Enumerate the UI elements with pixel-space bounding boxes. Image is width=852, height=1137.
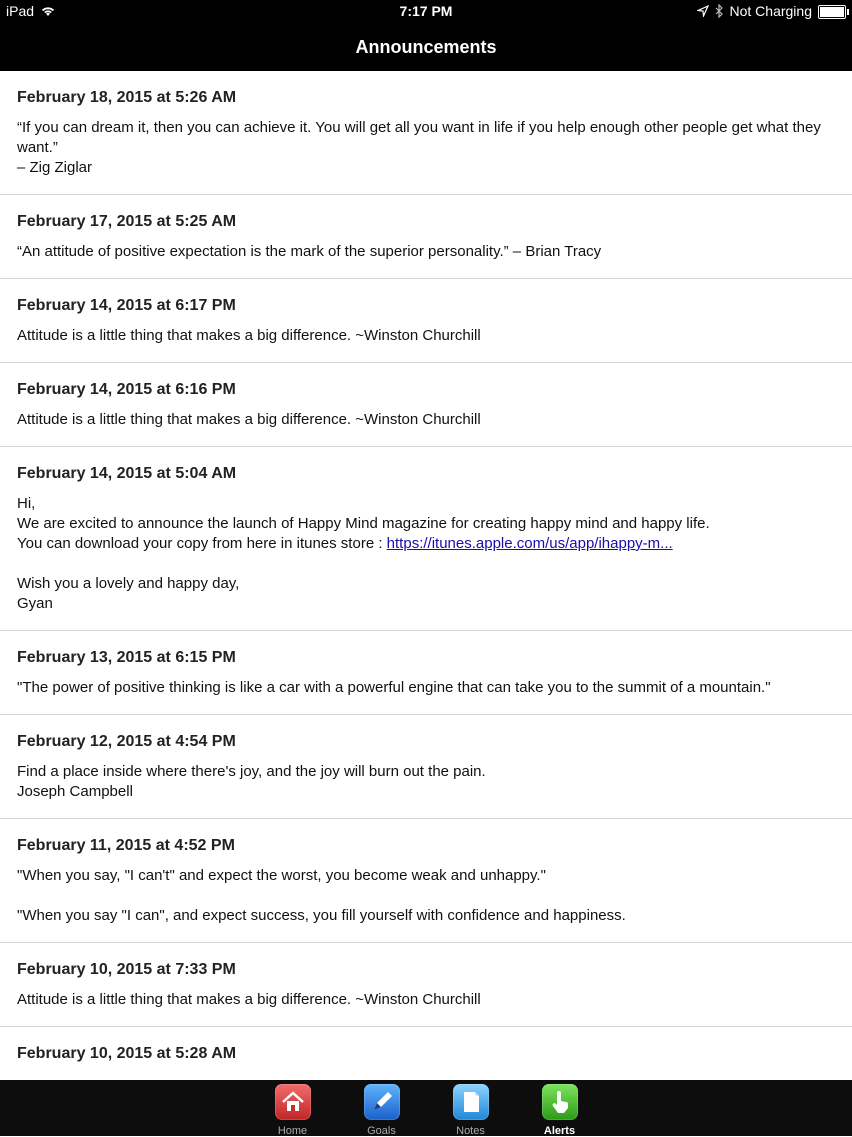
announcement-date: February 13, 2015 at 6:15 PM <box>17 649 236 666</box>
announcement-item[interactable] <box>0 71 852 195</box>
announcement-line-text: “If you can dream it, then you can achieve it. You will get all you want in life if you help enough other people get what they want.” <box>17 119 821 156</box>
announcement-line-text: "When you say "I can", and expect success, you fill yourself with confidence and happiness. <box>17 907 626 924</box>
announcement-body <box>17 866 836 926</box>
announcement-item[interactable] <box>0 1027 852 1080</box>
battery-status-label: Not Charging <box>729 3 812 19</box>
announcement-body <box>17 242 836 262</box>
tab-label: Goals <box>367 1125 396 1137</box>
announcement-date: February 14, 2015 at 5:04 AM <box>17 465 237 482</box>
tab-goals[interactable] <box>363 1080 400 1137</box>
notes-icon <box>453 1084 489 1120</box>
announcement-line-text: Wish you a lovely and happy day, <box>17 575 240 592</box>
page-title: Announcements <box>355 37 497 57</box>
paragraph-gap <box>17 554 836 574</box>
announcement-item[interactable] <box>0 819 852 943</box>
announcement-item[interactable] <box>0 279 852 363</box>
announcement-line-text: "The power of positive thinking is like a car with a powerful engine that can take you to the summit of a mountain." <box>17 679 771 696</box>
bluetooth-icon <box>715 4 724 18</box>
announcement-body <box>17 762 836 802</box>
announcement-item[interactable] <box>0 631 852 715</box>
announcement-line <box>17 158 836 178</box>
announcement-line <box>17 762 836 782</box>
itunes-store-link[interactable]: https://itunes.apple.com/us/app/ihappy-m... <box>386 535 673 552</box>
announcement-body <box>17 494 836 614</box>
announcement-body <box>17 410 836 430</box>
announcement-line-text: "When you say, "I can't" and expect the worst, you become weak and unhappy." <box>17 867 546 884</box>
announcement-line-text: Find a place inside where there's joy, and the joy will burn out the pain. <box>17 763 486 780</box>
announcement-date: February 14, 2015 at 6:17 PM <box>17 297 236 314</box>
announcement-line <box>17 242 836 262</box>
announcement-line-text: Attitude is a little thing that makes a big difference. ~Winston Churchill <box>17 991 481 1008</box>
announcement-item[interactable] <box>0 447 852 631</box>
announcement-date: February 18, 2015 at 5:26 AM <box>17 89 237 106</box>
navigation-bar <box>0 24 852 71</box>
announcement-line <box>17 410 836 430</box>
announcement-line <box>17 574 836 594</box>
status-bar <box>0 0 852 24</box>
tab-label: Notes <box>456 1125 485 1137</box>
goals-icon <box>364 1084 400 1120</box>
announcement-date: February 14, 2015 at 6:16 PM <box>17 381 236 398</box>
announcement-body <box>17 678 836 698</box>
home-icon <box>275 1084 311 1120</box>
status-right <box>697 3 847 19</box>
tab-label: Alerts <box>543 1125 576 1137</box>
tab-notes[interactable] <box>452 1080 489 1137</box>
tab-label: Home <box>277 1125 308 1137</box>
announcement-line-text: Attitude is a little thing that makes a big difference. ~Winston Churchill <box>17 411 481 428</box>
announcement-line-text: Hi, <box>17 495 36 512</box>
announcement-date: February 17, 2015 at 5:25 AM <box>17 213 237 230</box>
announcement-body <box>17 118 836 178</box>
announcement-body <box>17 326 836 346</box>
announcement-date: February 10, 2015 at 5:28 AM <box>17 1045 237 1062</box>
announcement-line <box>17 326 836 346</box>
announcement-line <box>17 494 836 514</box>
announcements-list[interactable] <box>0 71 852 1080</box>
announcement-line <box>17 534 836 554</box>
announcement-item[interactable] <box>0 363 852 447</box>
announcement-line <box>17 678 836 698</box>
announcement-line <box>17 866 836 886</box>
alerts-icon <box>542 1084 578 1120</box>
tab-home[interactable] <box>274 1080 311 1137</box>
status-time: 7:17 PM <box>399 3 453 19</box>
announcement-line-text: Joseph Campbell <box>17 783 133 800</box>
announcement-date: February 11, 2015 at 4:52 PM <box>17 837 235 854</box>
tab-bar <box>0 1080 852 1136</box>
announcement-line <box>17 594 836 614</box>
announcement-line <box>17 782 836 802</box>
announcement-line <box>17 990 836 1010</box>
announcement-line <box>17 514 836 534</box>
announcement-line-text: You can download your copy from here in itunes store : <box>17 535 387 552</box>
announcement-line-text: “An attitude of positive expectation is the mark of the superior personality.” – Brian Tracy <box>17 243 602 260</box>
announcement-line <box>17 118 836 158</box>
carrier-label: iPad <box>6 3 35 19</box>
announcement-item[interactable] <box>0 715 852 819</box>
announcement-line-text: – Zig Ziglar <box>17 159 93 176</box>
announcement-date: February 10, 2015 at 7:33 PM <box>17 961 236 978</box>
paragraph-gap <box>17 886 836 906</box>
announcement-item[interactable] <box>0 943 852 1027</box>
announcement-line-text: We are excited to announce the launch of Happy Mind magazine for creating happy mind and happy life. <box>17 515 710 532</box>
announcement-line-text: Attitude is a little thing that makes a big difference. ~Winston Churchill <box>17 327 481 344</box>
tab-alerts[interactable] <box>541 1080 578 1137</box>
battery-icon <box>818 5 846 19</box>
location-arrow-icon <box>697 5 709 17</box>
announcement-item[interactable] <box>0 195 852 279</box>
announcement-line <box>17 906 836 926</box>
announcement-body <box>17 990 836 1010</box>
announcement-line-text: Gyan <box>17 595 53 612</box>
announcement-date: February 12, 2015 at 4:54 PM <box>17 733 236 750</box>
